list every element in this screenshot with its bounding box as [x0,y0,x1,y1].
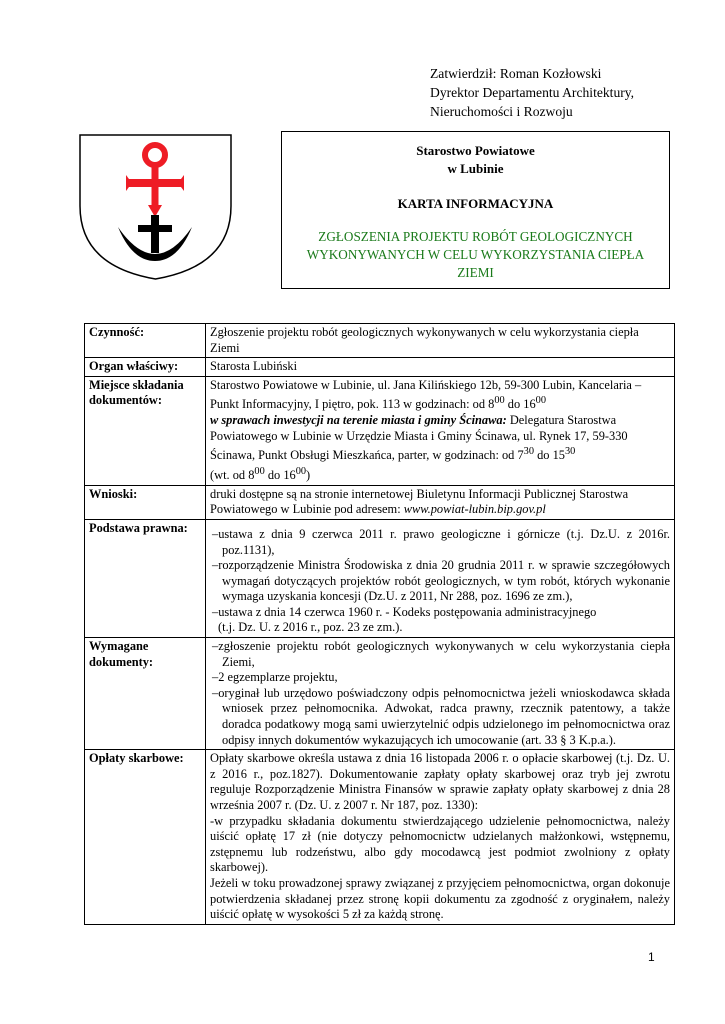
row-label: Miejsce składania dokumentów: [85,376,206,485]
approval-line-3: Nieruchomości i Rozwoju [430,104,573,119]
required-list [210,639,670,748]
approval-block [430,64,634,121]
info-table [84,323,675,925]
place-text-2b: do 15 [534,448,565,463]
row-value [206,485,675,519]
office-line-2: w Lubinie [447,161,504,176]
list-item: – ustawa z dnia 9 czerwca 2011 r. prawo geologiczne i górnicze (t.j. Dz.U. z 2016r. poz.1131), [210,527,670,558]
place-sup-1: 00 [494,395,505,407]
office-name [282,142,669,178]
subject-title [282,228,669,282]
place-text-3c: ) [306,468,311,483]
info-card-header [281,131,670,289]
place-italic: w sprawach inwestycji na terenie miasta i gminy Ścinawa: [210,413,507,428]
row-label: Czynność: [85,324,206,358]
row-label: Organ właściwy: [85,358,206,377]
list-item: – zgłoszenie projektu robót geologicznych wykonywanych w celu wykorzystania ciepła Ziemi, [210,639,670,670]
place-sup-3: 30 [523,446,534,458]
row-place [85,376,675,485]
office-line-1: Starostwo Powiatowe [416,143,535,158]
row-value [206,519,675,637]
coat-of-arms-icon [78,131,233,281]
fees-paragraph-3: Jeżeli w toku prowadzonej sprawy związanej z przyjęciem pełnomocnictwa, organ dokonuje potwierdzenia składanej przez stronę kopii dokumentu za zgodność z oryginałem, należy uiścić opłatę w wysokości 5 zł za każdą stronę. [210,875,670,922]
subject-line-2: WYKONYWANYCH W CELU WYKORZYSTANIA CIEPŁA [306,247,645,262]
row-activity [85,324,675,358]
list-item: – 2 egzemplarze projektu, [210,670,670,686]
row-forms [85,485,675,519]
place-text-2: Delegatura Starostwa Powiatowego w Lubinie w Urzędzie Miasta i Gminy Ścinawa, ul. Rynek 17, 59-330 Ścinawa, Punkt Obsługi Mieszkańca, parter, w godzinach: od 7 [210,413,628,463]
place-sup-5: 00 [254,466,265,477]
row-label: Opłaty skarbowe: [85,750,206,925]
list-item: – ustawa z dnia 14 czerwca 1960 r. - Kodeks postępowania administracyjnego [210,605,670,621]
row-value [206,376,675,485]
legal-last-line: (t.j. Dz. U. z 2016 r., poz. 23 ze zm.). [218,620,403,635]
list-item: – oryginał lub urzędowo poświadczony odpis pełnomocnictwa jeżeli wnioskodawca składa wniosek przez pełnomocnika. Adwokat, radca prawny, rzecznik patentowy, a także doradca podatkowy mogą sami uwierzytelnić odpis udzielonego im pełnomocnictwa oraz odpisy innych dokumentów wykazujących ich umocowanie (art. 33 § 3 K.p.a.). [210,686,670,748]
forms-text: druki dostępne są na stronie internetowej Biuletynu Informacji Publicznej Starostwa Powiatowego w Lubinie pod adresem: [210,486,629,517]
row-label: Wnioski: [85,485,206,519]
row-authority [85,358,675,377]
approval-line-2: Dyrektor Departamentu Architektury, [430,85,635,100]
row-required-docs [85,638,675,750]
card-title: KARTA INFORMACYJNA [397,196,554,211]
place-text-3: (wt. od 8 [210,468,255,483]
subject-line-3: ZIEMI [457,265,494,280]
row-legal-basis [85,519,675,637]
fees-paragraph-2: -w przypadku składania dokumentu stwierdzającego udzielenie pełnomocnictwa, należy uiścić opłatę 17 zł (nie dotyczy pełnomocnictw udzielanych małżonkowi, wstępnemu, zstępnemu lub rodzeństwu, albo gdy mocodawcą jest podmiot zwolniony z opłaty skarbowej). [210,813,670,875]
legal-list [210,527,670,621]
row-value: Starosta Lubiński [206,358,675,377]
place-sup-2: 00 [535,395,546,407]
place-sup-6: 00 [295,466,307,477]
bip-link[interactable]: www.powiat-lubin.bip.gov.pl [403,502,546,517]
row-label: Podstawa prawna: [85,519,206,637]
subject-line-1: ZGŁOSZENIA PROJEKTU ROBÓT GEOLOGICZNYCH [318,229,633,244]
place-text-3b: do 16 [264,468,296,483]
place-text-1: Starostwo Powiatowe w Lubinie, ul. Jana Kilińskiego 12b, 59-300 Lubin, Kancelaria – Punkt Informacyjny, I piętro, pok. 113 w godzinach: od 8 [210,377,642,412]
place-text-1b: do 16 [504,397,536,412]
row-label: Wymagane dokumenty: [85,638,206,750]
list-item: – rozporządzenie Ministra Środowiska z dnia 20 grudnia 2011 r. w sprawie szczegółowych wymagań dotyczących projektów robót geologicznych, w tym robót, których wykonanie wymaga uzyskania koncesji (Dz.U. z 2011, Nr 288, poz. 1696 ze zm.), [210,558,670,605]
place-sup-4: 30 [564,446,576,458]
approval-line-1: Zatwierdził: Roman Kozłowski [430,66,602,81]
row-value: Zgłoszenie projektu robót geologicznych wykonywanych w celu wykorzystania ciepła Ziemi [206,324,675,358]
fees-paragraph-1: Opłaty skarbowe określa ustawa z dnia 16 listopada 2006 r. o opłacie skarbowej (t.j. Dz. U. z 2016 r., poz.1827). Dokumentowanie zapłaty opłaty skarbowej oraz tryb jej zwrotu reguluje Rozporządzenie Ministra Finansów w sprawie zapłaty opłaty skarbowej z dnia 28 września 2007 r. (Dz. U. z 2007 r. Nr 187, poz. 1330): [210,751,670,812]
row-value [206,638,675,750]
row-value [206,750,675,925]
row-fees [85,750,675,925]
page-number: 1 [648,950,655,964]
